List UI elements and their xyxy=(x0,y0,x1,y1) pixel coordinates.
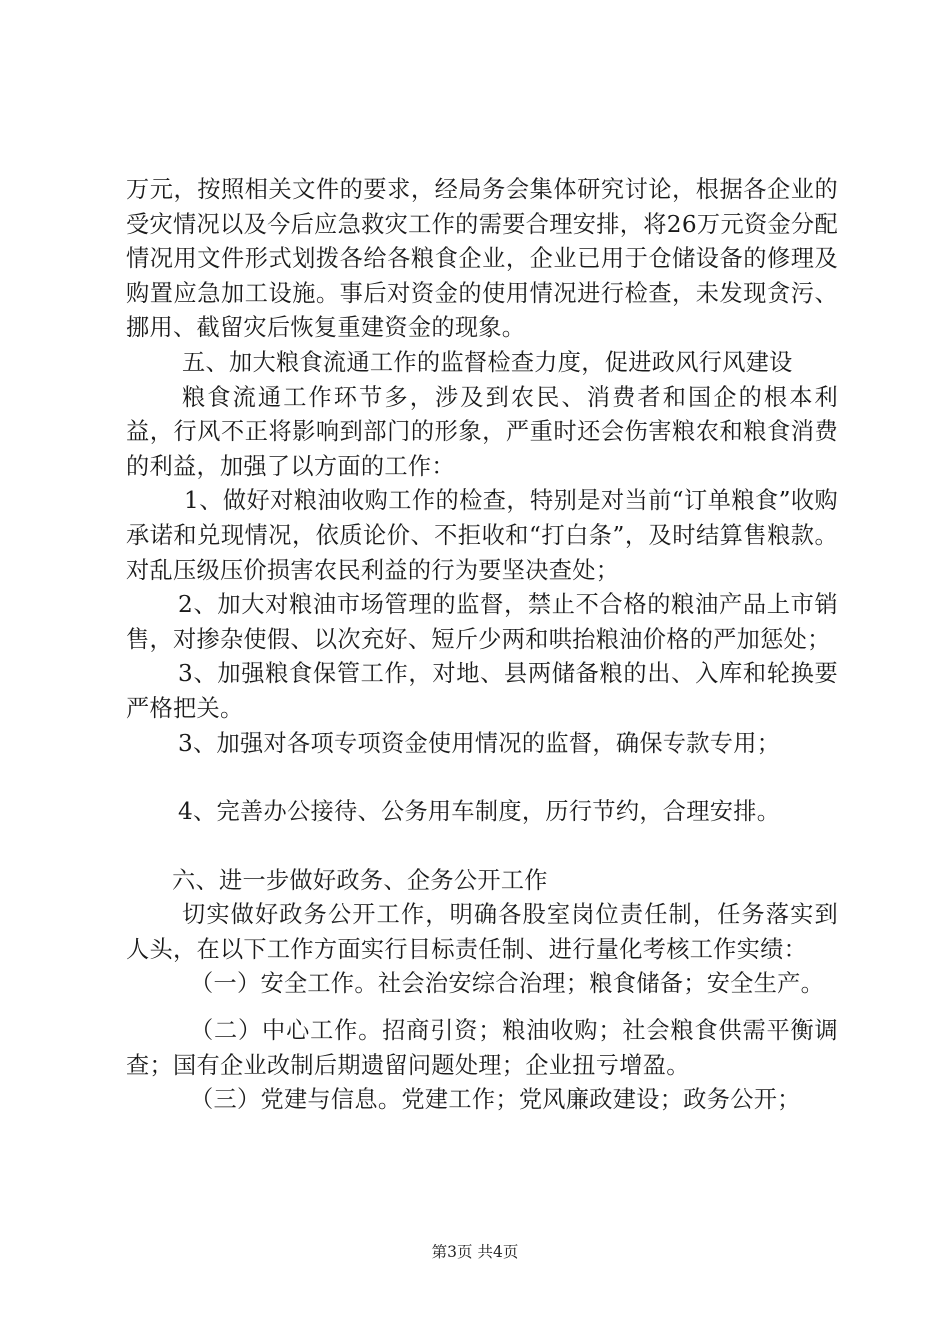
blank-line xyxy=(126,830,838,864)
list-item-5: 4、完善办公接待、公务用车制度，历行节约，合理安排。 xyxy=(178,798,781,826)
sub-item-2: （二）中心工作。招商引资；粮油收购；社会粮食供需平衡调查；国有企业改制后期遗留问题处理；企业扭亏增盈。 xyxy=(126,1017,838,1079)
list-item-1: 1、做好对粮油收购工作的检查，特别是对当前“订单粮食”收购承诺和兑现情况，依质论价、不拒收和“打白条”，及时结算售粮款。对乱压级压价损害农民利益的行为要坚决查处； xyxy=(126,487,838,584)
section-heading-5: 五、加大粮食流通工作的监督检查力度，促进政风行风建设 xyxy=(182,348,793,376)
section-heading-6: 六、进一步做好政务、企务公开工作 xyxy=(172,866,548,894)
blank-line xyxy=(126,761,838,795)
paragraph-1: 万元，按照相关文件的要求，经局务会集体研究讨论，根据各企业的受灾情况以及今后应急救灾工作的需要合理安排，将26万元资金分配情况用文件形式划拨各给各粮食企业，企业已用于仓储设备的修理及购置应急加工设施。事后对资金的使用情况进行检查，未发现贪污、挪用、截留灾后恢复重建资金的现象。 xyxy=(126,176,838,342)
blank-space xyxy=(126,1002,838,1014)
sub-item-1: （一）安全工作。社会治安综合治理；粮食储备；安全生产。 xyxy=(190,970,825,998)
list-item-4: 3、加强对各项专项资金使用情况的监督，确保专款专用； xyxy=(178,729,781,757)
document-body xyxy=(126,173,838,1118)
paragraph-2: 粮食流通工作环节多，涉及到农民、消费者和国企的根本利益，行风不正将影响到部门的形象，严重时还会伤害粮农和粮食消费的利益，加强了以方面的工作： xyxy=(126,383,838,480)
sub-item-3: （三）党建与信息。党建工作；党风廉政建设；政务公开； xyxy=(190,1086,801,1114)
page-footer: 第3页 共4页 xyxy=(431,1243,519,1261)
list-item-2: 2、加大对粮油市场管理的监督，禁止不合格的粮油产品上市销售，对掺杂使假、以次充好、短斤少两和哄抬粮油价格的严加惩处； xyxy=(126,591,838,653)
list-item-3: 3、加强粮食保管工作，对地、县两储备粮的出、入库和轮换要严格把关。 xyxy=(126,660,838,722)
paragraph-3: 切实做好政务公开工作，明确各股室岗位责任制，任务落实到人头，在以下工作方面实行目标责任制、进行量化考核工作实绩： xyxy=(126,901,838,963)
